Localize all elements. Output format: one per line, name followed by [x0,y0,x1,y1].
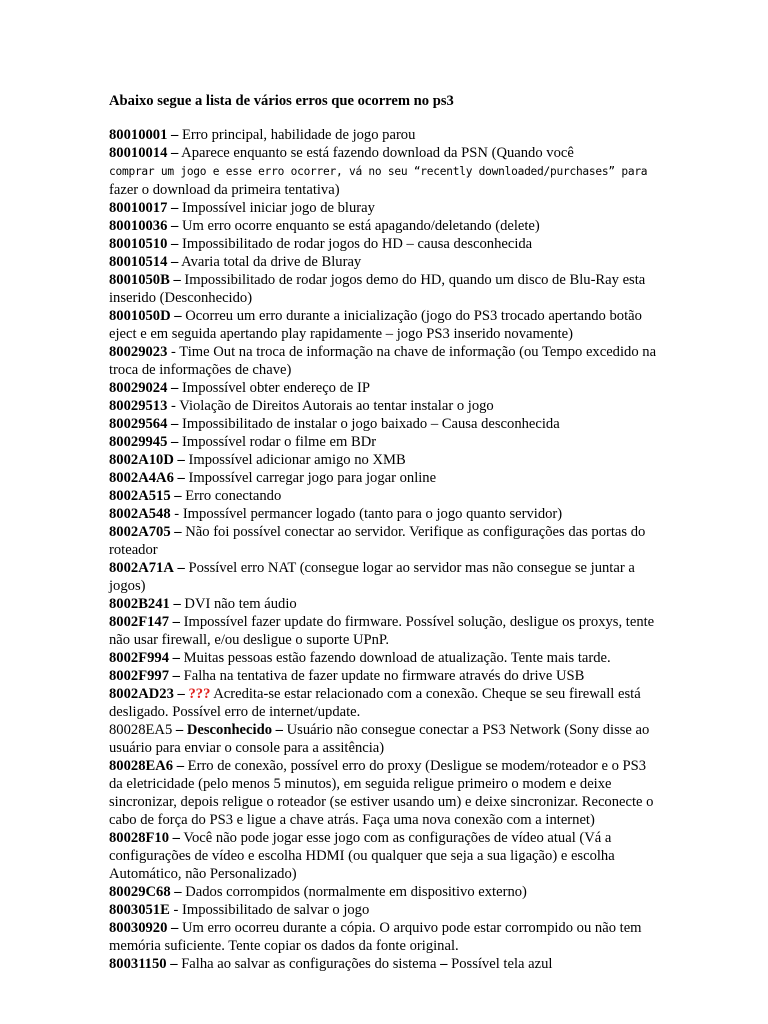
error-description: Impossibilitado de rodar jogos demo do HD, quando um disco de Blu-Ray esta inserido (Desconhecido) [109,272,646,306]
error-description: Impossibilitado de salvar o jogo [182,902,370,918]
error-description: Avaria total da drive de Bluray [181,254,362,270]
separator: – [171,416,179,432]
error-description: Aparece enquanto se está fazendo download da PSN (Quando você [181,145,574,161]
separator: – [176,758,185,774]
error-description: Acredita-se estar relacionado com a conexão. Cheque se seu firewall está desligado. Possível erro de internet/update. [109,686,641,720]
error-code: 80010017 [109,200,168,216]
error-description: Impossível obter endereço de IP [181,380,371,396]
error-description: Um erro ocorreu durante a cópia. O arquivo pode estar corrompido ou não tem memória suficiente. Tente copiar os dados da fonte original. [109,920,642,954]
separator: – [172,668,180,684]
error-code: 80010036 [109,218,168,234]
error-description: Impossibilitado de instalar o jogo baixado – Causa desconhecida [181,416,560,432]
error-entry [109,649,657,667]
error-entry [109,487,657,505]
error-entry [109,343,657,379]
error-description: Impossível iniciar jogo de bluray [181,200,375,216]
separator: – [172,650,180,666]
error-description: Impossível carregar jogo para jogar online [188,470,437,486]
error-description-tail: Possível tela azul [451,956,553,972]
error-code: 80029945 [109,434,168,450]
error-code: 80028EA5 [109,722,173,738]
error-description-continued: comprar um jogo e esse erro ocorrer, vá no seu “recently downloaded/purchases” para [109,165,648,178]
separator: - [171,344,176,360]
error-description: Falha ao salvar as configurações do sistema [181,956,437,972]
error-description: Dados corrompidos (normalmente em dispositivo externo) [185,884,527,900]
error-code: 80028F10 [109,830,169,846]
error-entry [109,901,657,919]
error-code: 8002F997 [109,668,169,684]
error-entry [109,235,657,253]
separator: – [171,200,179,216]
error-entry [109,613,657,649]
error-entry [109,685,657,721]
error-code: 8002A71A [109,560,174,576]
error-code: 8002A705 [109,524,171,540]
error-description: Impossibilitado de rodar jogos do HD – causa desconhecida [181,236,533,252]
error-label: Desconhecido [186,722,272,738]
error-code: 80029C68 [109,884,171,900]
error-description: Erro principal, habilidade de jogo parou [181,127,416,143]
error-description: Falha na tentativa de fazer update no firmware através do drive USB [183,668,585,684]
error-code: 80029513 [109,398,168,414]
separator: – [174,308,182,324]
error-entry [109,433,657,451]
error-entry [109,271,657,307]
error-code: 80010001 [109,127,168,143]
error-entry [109,126,657,144]
error-description: Muitas pessoas estão fazendo download de atualização. Tente mais tarde. [183,650,611,666]
error-code: 80029024 [109,380,168,396]
separator: - [174,506,180,522]
error-code: 80029564 [109,416,168,432]
error-description: Impossível adicionar amigo no XMB [188,452,406,468]
error-entry [109,559,657,595]
error-entry [109,955,657,973]
error-entry [109,144,657,199]
error-code: 8002A515 [109,488,171,504]
error-code: 80030920 [109,920,168,936]
error-code: 8002AD23 [109,686,174,702]
error-entry [109,505,657,523]
separator: – [177,560,185,576]
error-entry [109,217,657,235]
unknown-marker: ??? [188,686,211,702]
error-entry [109,415,657,433]
error-code: 8001050D [109,308,171,324]
error-code: 80010014 [109,145,168,161]
error-code: 80029023 [109,344,168,360]
error-description-continued: fazer o download da primeira tentativa) [109,182,340,198]
separator: – [173,272,181,288]
error-code: 8002A10D [109,452,174,468]
separator: – [177,452,185,468]
separator: – [174,524,182,540]
separator: – [171,434,179,450]
error-code: 8001050B [109,272,170,288]
error-code: 80010514 [109,254,168,270]
error-code: 8002B241 [109,596,170,612]
error-entry [109,883,657,901]
error-code: 8002F994 [109,650,169,666]
error-description: Usuário não consegue conectar a PS3 Network (Sony disse ao usuário para enviar o console para a assitência) [109,722,650,756]
separator: – [174,488,182,504]
error-entry [109,199,657,217]
error-code: 80031150 [109,956,167,972]
separator: – [177,470,185,486]
separator: – [177,686,185,702]
error-entry [109,451,657,469]
error-description: Violação de Direitos Autorais ao tentar instalar o jogo [179,398,494,414]
error-entry [109,919,657,955]
error-code: 8003051E [109,902,170,918]
separator: – [174,884,182,900]
error-description: Ocorreu um erro durante a inicialização (jogo do PS3 trocado apertando botão eject e em seguida apertando play rapidamente – jogo PS3 inserido novamente) [109,308,642,342]
separator: - [171,398,176,414]
separator: – [172,830,180,846]
error-description: Impossível permancer logado (tanto para o jogo quanto servidor) [182,506,563,522]
document-title: Abaixo segue a lista de vários erros que ocorrem no ps3 [109,93,454,109]
error-description: Impossível fazer update do firmware. Possível solução, desligue os proxys, tente não usar firewall, e/ou desligue o suporte UPnP. [109,614,655,648]
separator: – [171,254,179,270]
error-code: 8002A548 [109,506,171,522]
separator: – [171,218,179,234]
separator: – [172,614,180,630]
separator: – [175,722,184,738]
separator: – [173,596,181,612]
error-description: Time Out na troca de informação na chave de informação (ou Tempo excedido na troca de informações de chave) [109,344,657,378]
error-entry [109,469,657,487]
error-entry [109,595,657,613]
error-description: Um erro ocorre enquanto se está apagando/deletando (delete) [181,218,540,234]
error-description: Não foi possível conectar ao servidor. Verifique as configurações das portas do roteador [109,524,646,558]
error-description: Erro de conexão, possível erro do proxy (Desligue se modem/roteador e o PS3 da eletricidade (pelo menos 5 minutos), em seguida religue primeiro o modem e deixe sincronizar, depois religue o roteador (se estiver usando um) e deixe sincronizar. Reconecte o cabo de força do PS3 e ligue a chave atrás. Faça uma nova conexão com a internet) [109,758,654,828]
error-code: 80010510 [109,236,168,252]
error-description: Erro conectando [185,488,282,504]
error-entry [109,667,657,685]
error-entry [109,307,657,343]
error-code: 80028EA6 [109,758,174,774]
separator: – [171,127,179,143]
error-code: 8002A4A6 [109,470,174,486]
document-page [109,92,657,973]
error-entry [109,253,657,271]
separator: – [171,145,179,161]
error-description: DVI não tem áudio [184,596,297,612]
error-entry [109,829,657,883]
separator: – [171,380,179,396]
error-code: 8002F147 [109,614,169,630]
error-description: Você não pode jogar esse jogo com as configurações de vídeo atual (Vá a configurações de vídeo e escolha HDMI (ou qualquer que seja a sua ligação) e escolha Automático, não Personalizado) [109,830,615,882]
separator: – [170,956,178,972]
separator: – [171,920,179,936]
error-entry [109,379,657,397]
separator: - [173,902,179,918]
error-entry [109,523,657,559]
error-list [109,126,657,973]
error-entry [109,757,657,829]
separator: – [171,236,179,252]
error-description: Possível erro NAT (consegue logar ao servidor mas não consegue se juntar a jogos) [109,560,635,594]
separator: – [275,722,283,738]
error-description: Impossível rodar o filme em BDr [181,434,377,450]
error-entry [109,397,657,415]
separator: – [440,956,448,972]
error-entry [109,721,657,757]
